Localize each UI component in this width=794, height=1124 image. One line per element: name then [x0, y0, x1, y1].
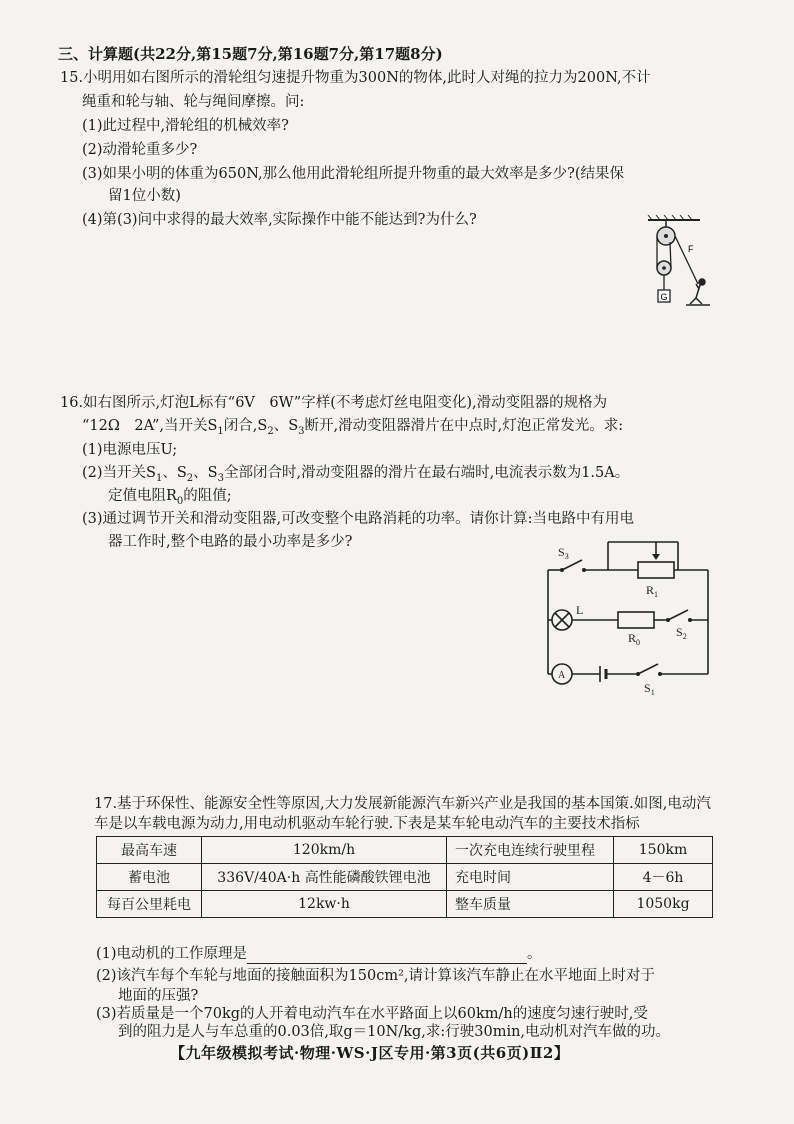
q15-stem-line1: 15.小明用如右图所示的滑轮组匀速提升物重为300N的物体,此时人对绳的拉力为200N,不计 [60, 70, 651, 86]
label-l: L [576, 603, 584, 617]
spec-table [96, 836, 713, 918]
q16-sub2b: 定值电阻$R_0$的阻值; [108, 488, 232, 507]
q17-sub2b: 地面的压强? [118, 988, 199, 1004]
label-s3: $S_3$ [558, 545, 569, 561]
circuit-figure [538, 538, 718, 698]
table-cell: 4－6h [614, 864, 713, 891]
q17-sub3b: 到的阻力是人与车总重的0.03倍,取g＝10N/kg,求:行驶30min,电动机对汽车做的功。 [118, 1024, 671, 1040]
q16-stem-line2: “12Ω 2A”,当开关$S_1$闭合$,S_2$、$S_3$断开,滑动变阻器滑片在中点时,灯泡正常发光。求: [82, 418, 624, 437]
q17-sub3a: (3)若质量是一个70kg的人开着电动汽车在水平路面上以60km/h的速度匀速行驶时,受 [96, 1006, 648, 1022]
table-cell: 最高车速 [97, 837, 202, 864]
q15-sub3b: 留1位小数) [108, 188, 181, 204]
pulley-figure [640, 212, 720, 308]
table-row [97, 891, 713, 918]
switch-s3-blade [562, 560, 582, 570]
table-cell: 整车质量 [447, 891, 614, 918]
table-cell: 充电时间 [447, 864, 614, 891]
switch-s2-blade [668, 610, 688, 620]
answer-blank[interactable] [247, 949, 527, 964]
label-s2: $S_2$ [676, 625, 687, 641]
q17-sub2a: (2)该汽车每个车轮与地面的接触面积为150cm²,请计算该汽车静止在水平地面上时对于 [96, 968, 656, 984]
q15-sub4: (4)第(3)问中求得的最大效率,实际操作中能不能达到?为什么? [82, 212, 477, 228]
q16-sub1: (1)电源电压U; [82, 442, 178, 458]
label-r1: $R_1$ [646, 583, 659, 599]
table-cell: 1050kg [614, 891, 713, 918]
q15-sub2: (2)动滑轮重多少? [82, 142, 198, 158]
resistor-r1 [638, 562, 674, 578]
page-footer: 【九年级模拟考试·物理·WS·J区专用·第3页(共6页)Ⅱ2】 [170, 1044, 570, 1062]
q16-sub3a: (3)通过调节开关和滑动变阻器,可改变整个电路消耗的功率。请你计算:当电路中有用电 [82, 511, 635, 527]
weight-label: G [660, 292, 668, 302]
q15-sub3a: (3)如果小明的体重为650N,那么他用此滑轮组所提升物重的最大效率是多少?(结果保 [82, 166, 625, 182]
q15-stem-line2: 绳重和轮与轴、轮与绳间摩擦。问: [82, 94, 305, 110]
q17-stem-line2: 车是以车载电源为动力,用电动机驱动车轮行驶.下表是某车轮电动汽车的主要技术指标 [94, 816, 640, 832]
label-ammeter: A [558, 670, 566, 681]
table-row [97, 864, 713, 891]
table-cell: 150km [614, 837, 713, 864]
q16-stem-line1: 16.如右图所示,灯泡L标有“6V 6W”字样(不考虑灯丝电阻变化),滑动变阻器的规格为 [60, 395, 608, 411]
q16-sub2a: (2)当开关$S_1$、$S_2$、$S_3$全部闭合时,滑动变阻器的滑片在最右端时,电流表示数为1.5A。 [82, 465, 630, 484]
table-cell: 120km/h [202, 837, 447, 864]
table-cell: 蓄电池 [97, 864, 202, 891]
section-title: 三、计算题(共22分,第15题7分,第16题7分,第17题8分) [58, 45, 443, 63]
q15-sub1: (1)此过程中,滑轮组的机械效率? [82, 118, 289, 134]
table-cell: 每百公里耗电 [97, 891, 202, 918]
switch-s1-blade [638, 664, 658, 674]
q17-sub1: (1)电动机的工作原理是 。 [96, 946, 542, 962]
table-cell: 12kw·h [202, 891, 447, 918]
q17-stem-line1: 17.基于环保性、能源安全性等原因,大力发展新能源汽车新兴产业是我国的基本国策.如图,电动汽 [94, 796, 711, 812]
table-row [97, 837, 713, 864]
label-s1: $S_1$ [644, 681, 655, 697]
table-cell: 336V/40A·h 高性能磷酸铁锂电池 [202, 864, 447, 891]
table-cell: 一次充电连续行驶里程 [447, 837, 614, 864]
label-r0: $R_0$ [628, 631, 641, 647]
force-label: F [688, 244, 694, 254]
resistor-r0 [618, 612, 654, 628]
q16-sub3b: 器工作时,整个电路的最小功率是多少? [108, 534, 353, 550]
